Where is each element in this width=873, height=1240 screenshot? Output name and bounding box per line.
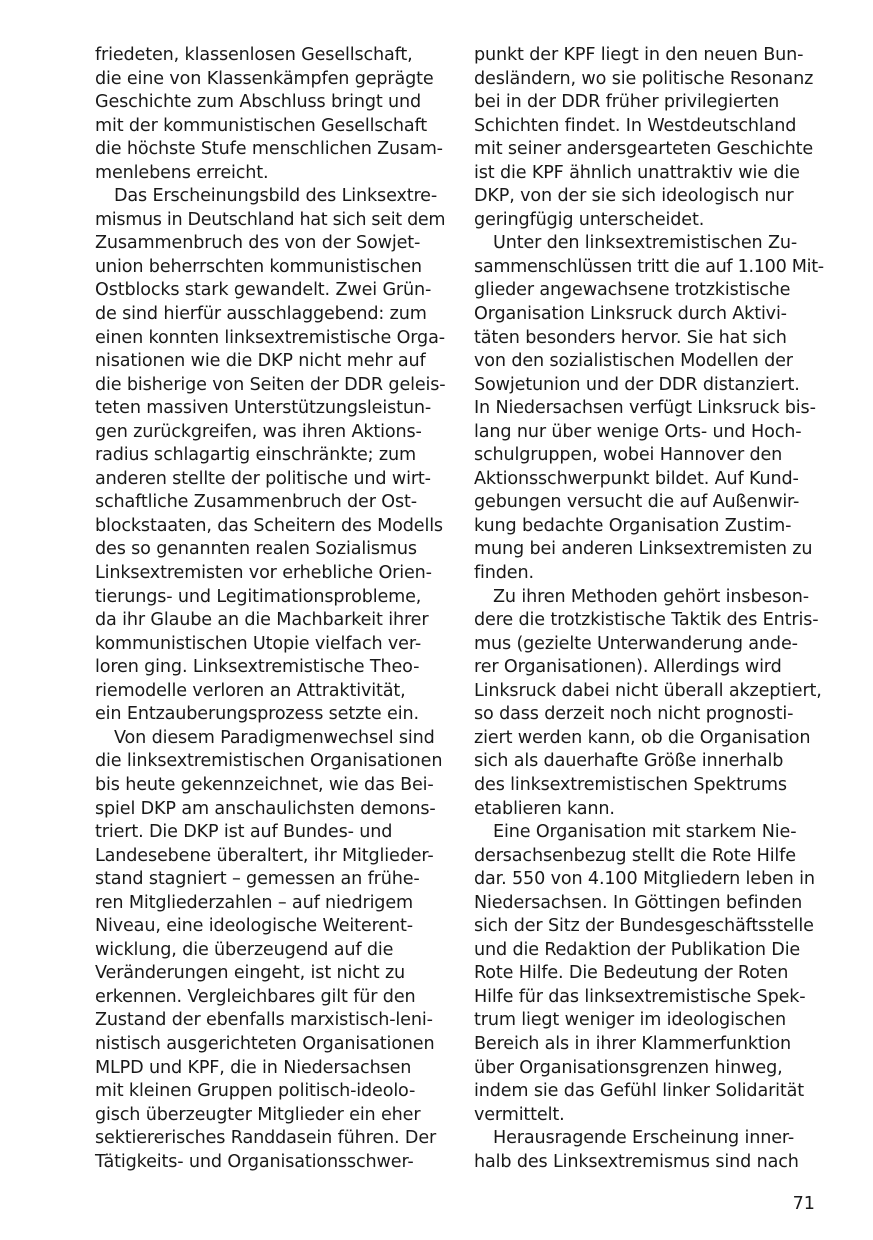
- text-line: die linksextremistischen Organisationen: [95, 751, 443, 772]
- text-line: Herausragende Erscheinung inner-: [493, 1128, 795, 1149]
- text-line: Unter den linksextremistischen Zu-: [493, 233, 798, 254]
- text-line: vermittelt.: [474, 1104, 565, 1125]
- text-line: loren ging. Linksextremistische Theo-: [95, 657, 420, 678]
- text-line: bei in der DDR früher privilegierten: [474, 92, 780, 113]
- text-line: schulgruppen, wobei Hannover den: [474, 445, 783, 466]
- text-line: und die Redaktion der Publikation Die: [474, 939, 801, 960]
- text-line: ziert werden kann, ob die Organisation: [474, 727, 811, 748]
- text-line: Aktionsschwerpunkt bildet. Auf Kund-: [474, 468, 799, 489]
- text-line: schaftliche Zusammenbruch der Ost-: [95, 492, 417, 513]
- text-line: anderen stellte der politische und wirt-: [95, 468, 431, 489]
- text-line: Zu ihren Methoden gehört insbeson-: [493, 586, 809, 607]
- text-line: trum liegt weniger im ideologischen: [474, 1010, 787, 1031]
- text-line: Eine Organisation mit starkem Nie-: [493, 822, 797, 843]
- text-line: indem sie das Gefühl linker Solidarität: [474, 1081, 805, 1102]
- text-line: union beherrschten kommunistischen: [95, 256, 422, 277]
- text-line: Niveau, eine ideologische Weiterent-: [95, 916, 413, 937]
- text-line: punkt der KPF liegt in den neuen Bun-: [474, 45, 804, 65]
- text-line: MLPD und KPF, die in Niedersachsen: [95, 1057, 412, 1078]
- text-line: finden.: [474, 563, 534, 584]
- text-line: geringfügig unterscheidet.: [474, 209, 705, 230]
- text-line: Veränderungen eingeht, ist nicht zu: [95, 963, 406, 984]
- text-line: mus (gezielte Unterwanderung ande-: [474, 633, 798, 654]
- text-line: ein Entzauberungsprozess setzte ein.: [95, 704, 419, 725]
- text-line: gisch überzeugter Mitglieder ein eher: [95, 1104, 421, 1125]
- text-line: stand stagniert – gemessen an frühe-: [95, 869, 420, 890]
- text-line: DKP, von der sie sich ideologisch nur: [474, 186, 794, 207]
- text-line: des so genannten realen Sozialismus: [95, 539, 417, 560]
- text-line: radius schlagartig einschränkte; zum: [95, 445, 416, 466]
- left-column: [95, 44, 445, 1174]
- text-line: Zustand der ebenfalls marxistisch-leni-: [95, 1010, 433, 1031]
- text-line: täten besonders hervor. Sie hat sich: [474, 327, 787, 348]
- text-line: des linksextremistischen Spektrums: [474, 774, 787, 795]
- text-line: sich als dauerhafte Größe innerhalb: [474, 751, 784, 772]
- text-line: Hilfe für das linksextremistische Spek-: [474, 986, 806, 1007]
- text-line: dar. 550 von 4.100 Mitgliedern leben in: [474, 869, 815, 890]
- text-line: mung bei anderen Linksextremisten zu: [474, 539, 813, 560]
- text-line: sammenschlüssen tritt die auf 1.100 Mit-: [474, 256, 824, 277]
- text-line: rer Organisationen). Allerdings wird: [474, 657, 782, 678]
- text-line: da ihr Glaube an die Machbarkeit ihrer: [95, 610, 429, 631]
- text-line: blockstaaten, das Scheitern des Modells: [95, 515, 443, 536]
- right-column: [474, 44, 824, 1174]
- text-line: über Organisationsgrenzen hinweg,: [474, 1057, 783, 1078]
- text-line: friedeten, klassenlosen Gesellschaft,: [95, 45, 413, 65]
- text-line: Linksextremisten vor erhebliche Orien-: [95, 563, 432, 584]
- text-line: Geschichte zum Abschluss bringt und: [95, 92, 422, 113]
- text-line: Sowjetunion und der DDR distanziert.: [474, 374, 800, 395]
- text-line: Zusammenbruch des von der Sowjet-: [95, 233, 421, 254]
- text-line: nistisch ausgerichteten Organisationen: [95, 1033, 435, 1054]
- text-line: kommunistischen Utopie vielfach ver-: [95, 633, 422, 654]
- text-line: nisationen wie die DKP nicht mehr auf: [95, 351, 426, 372]
- text-line: de sind hierfür ausschlaggebend: zum: [95, 304, 427, 325]
- text-line: wicklung, die überzeugend auf die: [95, 939, 394, 960]
- text-line: triert. Die DKP ist auf Bundes- und: [95, 822, 393, 843]
- text-line: bis heute gekennzeichnet, wie das Bei-: [95, 774, 434, 795]
- text-line: Organisation Linksruck durch Aktivi-: [474, 304, 787, 325]
- text-line: lang nur über wenige Orts- und Hoch-: [474, 421, 802, 442]
- text-line: halb des Linksextremismus sind nach: [474, 1151, 799, 1172]
- text-line: menlebens erreicht.: [95, 162, 269, 183]
- text-line: etablieren kann.: [474, 798, 615, 819]
- text-line: die bisherige von Seiten der DDR geleis-: [95, 374, 446, 395]
- text-line: ren Mitgliederzahlen – auf niedrigem: [95, 892, 413, 913]
- text-line: riemodelle verloren an Attraktivität,: [95, 680, 406, 701]
- text-line: Rote Hilfe. Die Bedeutung der Roten: [474, 963, 789, 984]
- text-line: mit kleinen Gruppen politisch-ideolo-: [95, 1081, 416, 1102]
- text-line: die höchste Stufe menschlichen Zusam-: [95, 139, 443, 160]
- text-line: die eine von Klassenkämpfen geprägte: [95, 68, 434, 89]
- text-line: Das Erscheinungsbild des Linksextre-: [114, 186, 438, 207]
- text-line: dere die trotzkistische Taktik des Entris-: [474, 610, 819, 631]
- text-line: Bereich als in ihrer Klammerfunktion: [474, 1033, 791, 1054]
- page-number: 71: [792, 1194, 815, 1214]
- text-line: Von diesem Paradigmenwechsel sind: [114, 727, 435, 748]
- text-line: tierungs- und Legitimationsprobleme,: [95, 586, 422, 607]
- text-line: sich der Sitz der Bundesgeschäftsstelle: [474, 916, 814, 937]
- text-line: sektiererisches Randdasein führen. Der: [95, 1128, 437, 1149]
- text-line: In Niedersachsen verfügt Linksruck bis-: [474, 398, 816, 419]
- text-line: Landesebene überaltert, ihr Mitglieder-: [95, 845, 434, 866]
- text-line: gebungen versucht die auf Außenwir-: [474, 492, 800, 513]
- text-line: dersachsenbezug stellt die Rote Hilfe: [474, 845, 796, 866]
- text-line: gen zurückgreifen, was ihren Aktions-: [95, 421, 422, 442]
- text-line: glieder angewachsene trotzkistische: [474, 280, 791, 301]
- text-line: teten massiven Unterstützungsleistun-: [95, 398, 432, 419]
- text-line: mismus in Deutschland hat sich seit dem: [95, 209, 446, 230]
- text-line: Ostblocks stark gewandelt. Zwei Grün-: [95, 280, 432, 301]
- text-line: Tätigkeits- und Organisationsschwer-: [95, 1151, 414, 1172]
- text-line: Schichten findet. In Westdeutschland: [474, 115, 797, 136]
- text-line: desländern, wo sie politische Resonanz: [474, 68, 814, 89]
- text-line: ist die KPF ähnlich unattraktiv wie die: [474, 162, 800, 183]
- text-line: mit der kommunistischen Gesellschaft: [95, 115, 428, 136]
- text-line: so dass derzeit noch nicht prognosti-: [474, 704, 794, 725]
- text-line: von den sozialistischen Modellen der: [474, 351, 793, 372]
- text-line: Linksruck dabei nicht überall akzeptiert,: [474, 680, 822, 701]
- text-line: einen konnten linksextremistische Orga-: [95, 327, 445, 348]
- text-line: kung bedachte Organisation Zustim-: [474, 515, 792, 536]
- text-line: spiel DKP am anschaulichsten demons-: [95, 798, 436, 819]
- text-line: mit seiner andersgearteten Geschichte: [474, 139, 814, 160]
- text-line: erkennen. Vergleichbares gilt für den: [95, 986, 416, 1007]
- text-line: Niedersachsen. In Göttingen befinden: [474, 892, 803, 913]
